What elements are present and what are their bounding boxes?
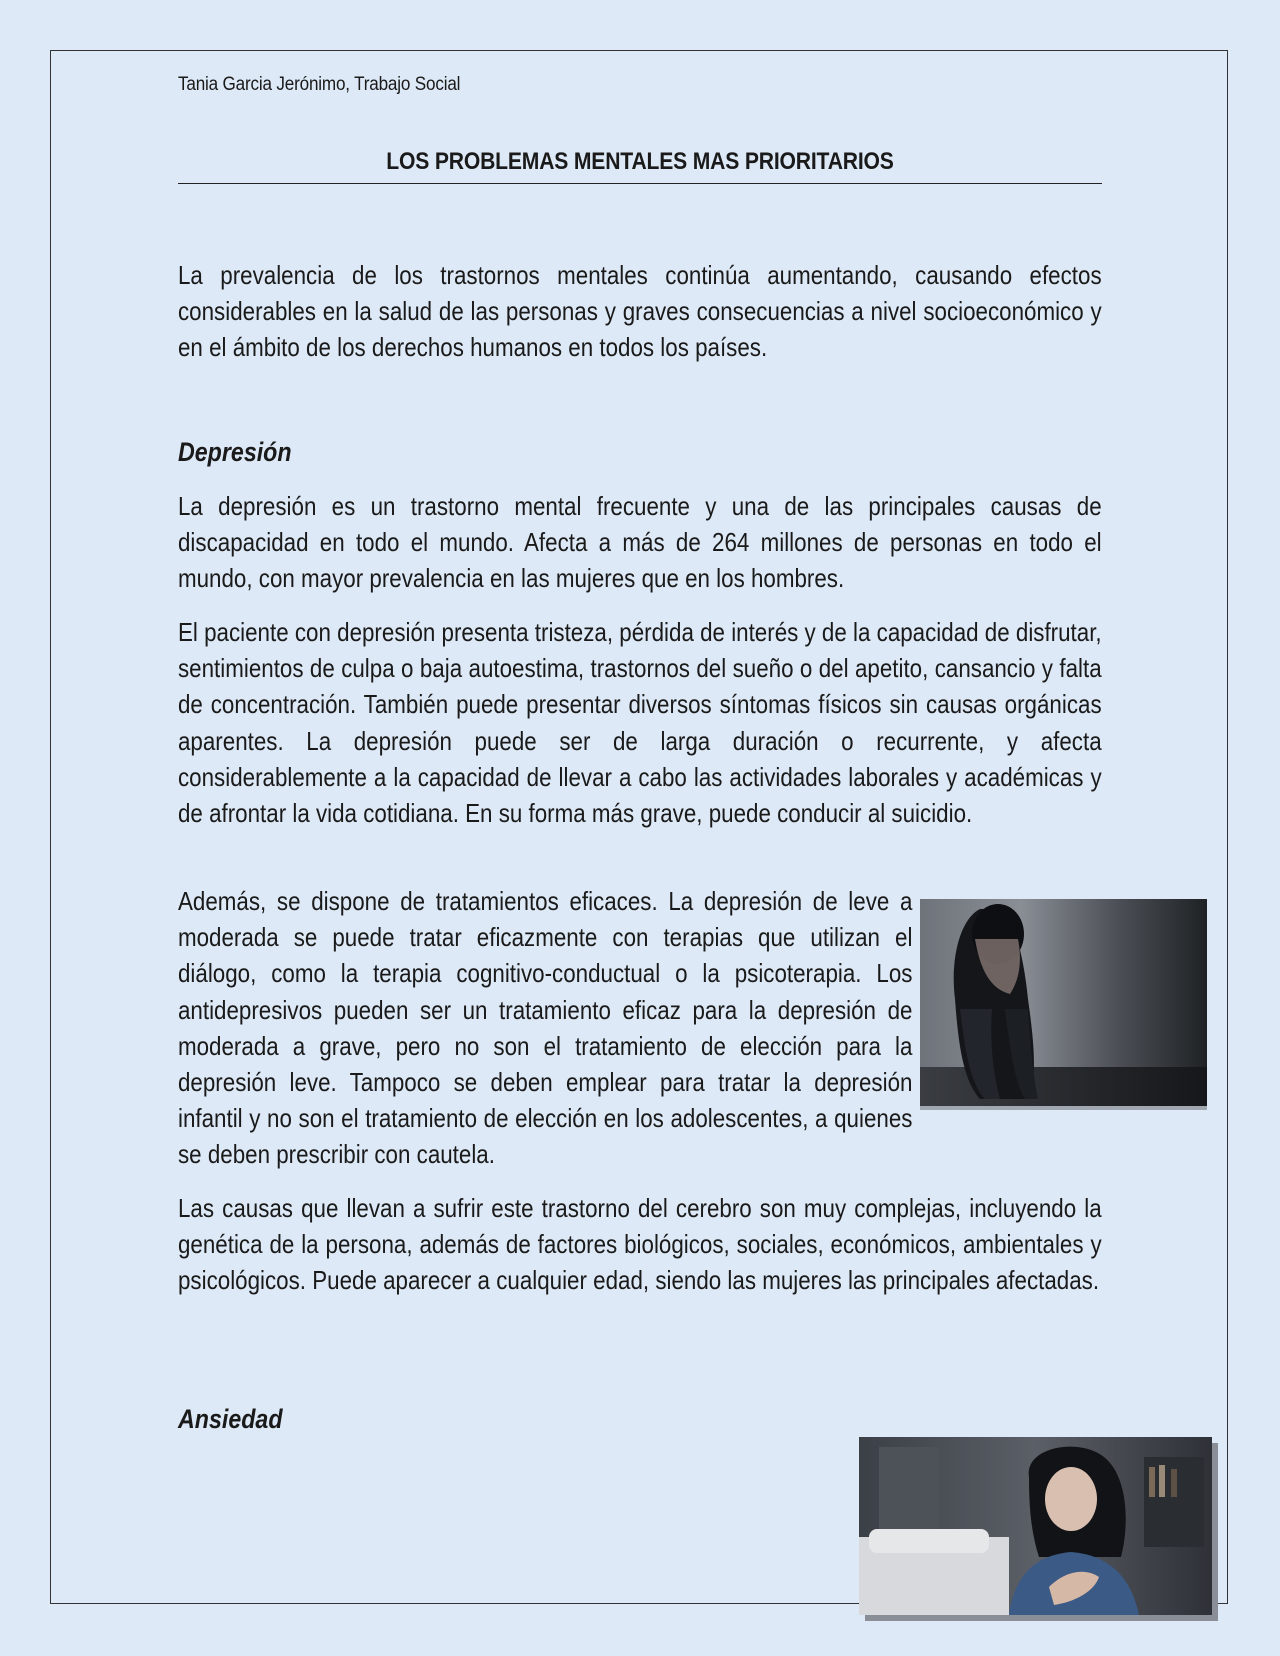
depresion-paragraph-4: Las causas que llevan a sufrir este trastorno del cerebro son muy complejas, incluyendo la genética de la persona, además de factores biológicos, sociales, económicos, ambientales y psicológicos. Puede aparecer a cualquier edad, siendo las mujeres las principales afectadas. <box>178 1193 1102 1296</box>
depresion-paragraph-1: La depresión es un trastorno mental frecuente y una de las principales causas de discapacidad en todo el mundo. Afecta a más de 264 millones de personas en todo el mundo, con mayor prevalencia en las mujeres que en los hombres. <box>178 491 1102 594</box>
title-underline <box>178 148 1102 184</box>
intro-paragraph: La prevalencia de los trastornos mentales continúa aumentando, causando efectos considerables en la salud de las personas y graves consecuencias a nivel socioeconómico y en el ámbito de los derechos humanos en todos los países. <box>178 260 1102 363</box>
depression-photo <box>920 899 1207 1106</box>
depresion-paragraph-3: Además, se dispone de tratamientos eficaces. La depresión de leve a moderada se puede tratar eficazmente con terapias que utilizan el diálogo, como la terapia cognitivo-conductual o la psicoterapia. Los antidepresivos pueden ser un tratamiento eficaz para la depresión de moderada a grave, pero no son el tratamiento de elección para la depresión leve. Tampoco se deben emplear para tratar la depresión infantil y no son el tratamiento de elección en los adolescentes, a quienes se deben prescribir con cautela. <box>178 886 913 1170</box>
section-heading-ansiedad: Ansiedad <box>178 1404 283 1434</box>
anxiety-photo-illustration <box>859 1437 1212 1615</box>
depression-photo-illustration <box>920 899 1207 1106</box>
depresion-paragraph-2: El paciente con depresión presenta tristeza, pérdida de interés y de la capacidad de disfrutar, sentimientos de culpa o baja autoestima, trastornos del sueño o del apetito, cansancio y falta de concentración. También puede presentar diversos síntomas físicos sin causas orgánicas aparentes. La depresión puede ser de larga duración o recurrente, y afecta considerablemente a la capacidad de llevar a cabo las actividades laborales y académicas y de afrontar la vida cotidiana. En su forma más grave, puede conducir al suicidio. <box>178 617 1102 829</box>
page-title: LOS PROBLEMAS MENTALES MAS PRIORITARIOS <box>386 148 894 175</box>
anxiety-photo <box>859 1437 1212 1615</box>
author-line: Tania Garcia Jerónimo, Trabajo Social <box>178 74 461 95</box>
section-heading-depresion: Depresión <box>178 437 292 467</box>
